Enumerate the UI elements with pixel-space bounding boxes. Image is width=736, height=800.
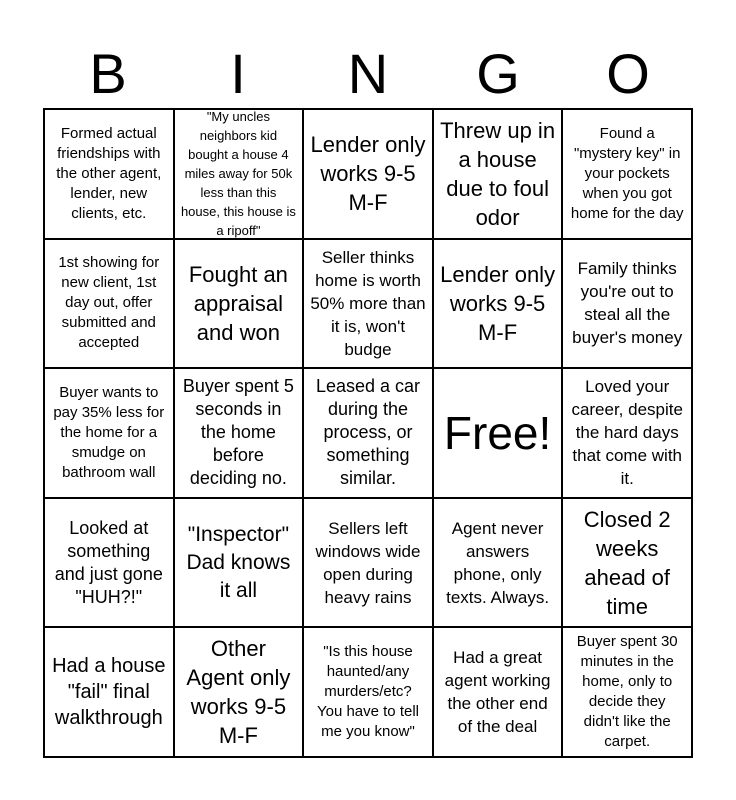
bingo-cell-r3c2[interactable]: Buyer spent 5 seconds in the home before deciding no. — [174, 368, 304, 498]
title-letter-b: B — [89, 42, 127, 105]
bingo-cell-r3c3[interactable]: Leased a car during the process, or something similar. — [303, 368, 433, 498]
bingo-cell-r2c1[interactable]: 1st showing for new client, 1st day out, offer submitted and accepted — [44, 239, 174, 369]
bingo-cell-r2c3[interactable]: Seller thinks home is worth 50% more than it is, won't budge — [303, 239, 433, 369]
bingo-cell-r4c2[interactable]: "Inspector" Dad knows it all — [174, 498, 304, 628]
bingo-cell-r2c2[interactable]: Fought an appraisal and won — [174, 239, 304, 369]
bingo-cell-r5c2[interactable]: Other Agent only works 9-5 M-F — [174, 627, 304, 757]
bingo-cell-r1c3[interactable]: Lender only works 9-5 M-F — [303, 109, 433, 239]
bingo-cell-r5c3[interactable]: "Is this house haunted/any murders/etc? You have to tell me you know" — [303, 627, 433, 757]
bingo-cell-r1c5[interactable]: Found a "mystery key" in your pockets when you got home for the day — [562, 109, 692, 239]
bingo-cell-r4c3[interactable]: Sellers left windows wide open during heavy rains — [303, 498, 433, 628]
bingo-cell-r1c1[interactable]: Formed actual friendships with the other agent, lender, new clients, etc. — [44, 109, 174, 239]
bingo-cell-r4c4[interactable]: Agent never answers phone, only texts. Always. — [433, 498, 563, 628]
bingo-cell-r2c4[interactable]: Lender only works 9-5 M-F — [433, 239, 563, 369]
bingo-cell-r3c5[interactable]: Loved your career, despite the hard days that come with it. — [562, 368, 692, 498]
bingo-cell-r1c2[interactable]: "My uncles neighbors kid bought a house 4 miles away for 50k less than this house, this house is a ripoff" — [174, 109, 304, 239]
bingo-cell-r5c1[interactable]: Had a house "fail" final walkthrough — [44, 627, 174, 757]
bingo-cell-r2c5[interactable]: Family thinks you're out to steal all the buyer's money — [562, 239, 692, 369]
bingo-cell-r4c1[interactable]: Looked at something and just gone "HUH?!" — [44, 498, 174, 628]
bingo-board — [43, 108, 693, 758]
bingo-cell-r1c4[interactable]: Threw up in a house due to foul odor — [433, 109, 563, 239]
bingo-cell-r3c1[interactable]: Buyer wants to pay 35% less for the home for a smudge on bathroom wall — [44, 368, 174, 498]
title-letter-n: N — [347, 42, 389, 105]
title-letter-g: G — [476, 42, 520, 105]
bingo-cell-r4c5[interactable]: Closed 2 weeks ahead of time — [562, 498, 692, 628]
title-letter-o: O — [606, 42, 650, 105]
bingo-cell-r5c5[interactable]: Buyer spent 30 minutes in the home, only to decide they didn't like the carpet. — [562, 627, 692, 757]
bingo-cell-r5c4[interactable]: Had a great agent working the other end of the deal — [433, 627, 563, 757]
title-letter-i: I — [230, 42, 246, 105]
bingo-title — [43, 40, 693, 108]
bingo-cell-free[interactable]: Free! — [433, 368, 563, 498]
